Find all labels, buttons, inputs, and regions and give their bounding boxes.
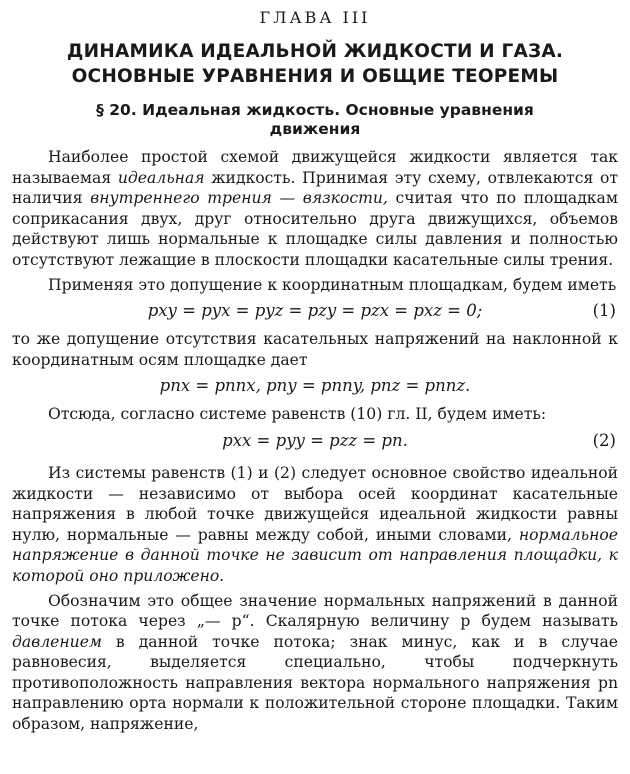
chapter-title-line-2: ОСНОВНЫЕ УРАВНЕНИЯ И ОБЩИЕ ТЕОРЕМЫ	[71, 66, 559, 87]
paragraph-inclined-plane: то же допущение отсутствия касательных напряжений на наклонной к координатным осям площадке дает	[12, 330, 618, 369]
chapter-title-line-1: ДИНАМИКА ИДЕАЛЬНОЙ ЖИДКОСТИ И ГАЗА.	[66, 41, 564, 62]
paragraph-ideal-fluid: Наиболее простой схемой движущейся жидкости является так называемая идеальная жидкость. Принимая эту схему, отвлекаются от наличия внутреннего трения — вязкости, считая что по площадкам соприкасания двух, друг относительно друга движущихся, объемов действуют лишь нормальные к площадке силы давления и полностью отсутствуют лежащие в плоскости площадки касательные силы трения.	[12, 148, 618, 269]
equation-2-expression: pxx = pyy = pzz = pn.	[222, 430, 408, 450]
section-title-line-1: § 20. Идеальная жидкость. Основные уравнения	[96, 101, 534, 119]
section-title-line-2: движения	[269, 120, 361, 138]
paragraph-main-property: Из системы равенств (1) и (2) следует основное свойство идеальной жидкости — независимо от выбора осей координат касательные напряжения в любой точке движущейся идеальной жидкости равны нулю, нормальные — равны между собой, иными словами, нормальное напряжение в данной точке не зависит от направления площадки, к которой оно приложено.	[12, 463, 618, 585]
section-title	[12, 101, 618, 139]
paragraph-hence: Отсюда, согласно системе равенств (10) гл. II, будем иметь:	[48, 405, 547, 424]
paragraph-pressure-definition: Обозначим это общее значение нормальных напряжений в данной точке потока через „— p“. Скалярную величину p будем называть давлением в данной точке потока; знак минус, как и в случае равновесия, выделяется специально, чтобы подчеркнуть противоположность направления вектора нормального напряжения pn направлению орта нормали к положительной стороне площадки. Таким образом, напряжение,	[12, 591, 618, 734]
equation-2-number: (2)	[592, 430, 616, 450]
equation-2	[12, 425, 618, 459]
equation-normal-components-expression: pnx = pnnx, pny = pnny, pnz = pnnz.	[159, 376, 471, 396]
paragraph-coordinate-planes: Применяя это допущение к координатным площадкам, будем иметь	[48, 275, 617, 294]
chapter-title	[12, 39, 618, 89]
equation-1-number: (1)	[592, 301, 616, 321]
equation-normal-components	[12, 370, 618, 404]
equation-1	[12, 295, 618, 329]
equation-1-expression: pxy = pyx = pyz = pzy = pzx = pxz = 0;	[147, 301, 483, 321]
chapter-label: ГЛАВА III	[259, 8, 371, 27]
